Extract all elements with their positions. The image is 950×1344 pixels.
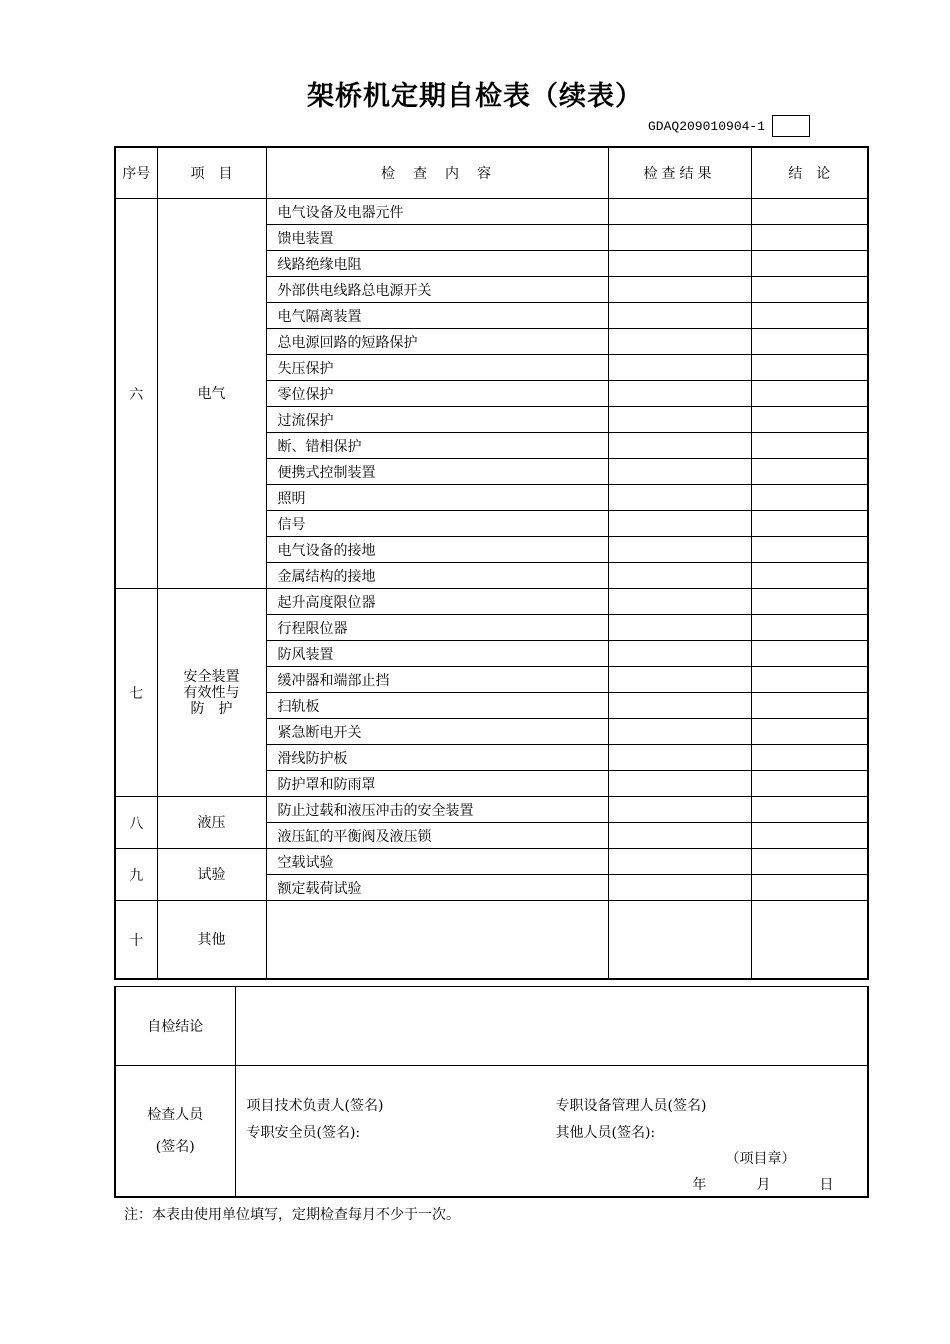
conclusion-cell[interactable] xyxy=(751,745,868,771)
inspector-label xyxy=(115,1066,235,1198)
check-item: 信号 xyxy=(266,511,608,537)
check-item: 起升高度限位器 xyxy=(266,589,608,615)
result-cell[interactable] xyxy=(608,407,751,433)
conclusion-cell[interactable] xyxy=(751,433,868,459)
group-seq: 九 xyxy=(115,849,157,901)
conclusion-cell[interactable] xyxy=(751,849,868,875)
check-item: 过流保护 xyxy=(266,407,608,433)
result-cell[interactable] xyxy=(608,667,751,693)
conclusion-cell[interactable] xyxy=(751,329,868,355)
check-item: 空载试验 xyxy=(266,849,608,875)
inspector-label-line1: 检查人员 xyxy=(147,1107,204,1123)
table-row xyxy=(115,199,868,225)
check-item: 额定载荷试验 xyxy=(266,875,608,901)
group-seq: 十 xyxy=(115,901,157,980)
result-cell[interactable] xyxy=(608,589,751,615)
result-cell[interactable] xyxy=(608,745,751,771)
page-title: 架桥机定期自检表（续表） xyxy=(307,81,643,112)
result-cell[interactable] xyxy=(608,329,751,355)
result-cell[interactable] xyxy=(608,537,751,563)
check-item: 滑线防护板 xyxy=(266,745,608,771)
group-seq: 八 xyxy=(115,797,157,849)
document-number-suffix-box[interactable] xyxy=(772,115,810,137)
result-cell[interactable] xyxy=(608,615,751,641)
result-cell[interactable] xyxy=(608,563,751,589)
conclusion-cell[interactable] xyxy=(751,407,868,433)
result-cell[interactable] xyxy=(608,693,751,719)
conclusion-cell[interactable] xyxy=(751,381,868,407)
inspection-table xyxy=(114,146,869,980)
conclusion-cell[interactable] xyxy=(751,589,868,615)
group-name: 液压 xyxy=(157,797,266,849)
header-conclusion: 结 论 xyxy=(751,147,868,199)
conclusion-cell[interactable] xyxy=(751,563,868,589)
conclusion-cell[interactable] xyxy=(751,641,868,667)
result-cell[interactable] xyxy=(608,797,751,823)
check-item: 便携式控制装置 xyxy=(266,459,608,485)
conclusion-cell[interactable] xyxy=(751,797,868,823)
group-name: 试验 xyxy=(157,849,266,901)
result-cell[interactable] xyxy=(608,771,751,797)
conclusion-cell[interactable] xyxy=(751,277,868,303)
result-cell[interactable] xyxy=(608,251,751,277)
check-item: 液压缸的平衡阀及液压锁 xyxy=(266,823,608,849)
result-cell[interactable] xyxy=(608,641,751,667)
safety-officer-signature-label: 专职安全员(签名): xyxy=(246,1125,361,1141)
result-cell[interactable] xyxy=(608,719,751,745)
document-number: GDAQ209010904-1 xyxy=(648,119,766,134)
check-item: 线路绝缘电阻 xyxy=(266,251,608,277)
check-item: 断、错相保护 xyxy=(266,433,608,459)
others-signature-label: 其他人员(签名): xyxy=(555,1125,656,1141)
conclusion-cell[interactable] xyxy=(751,875,868,901)
group-name: 其他 xyxy=(157,901,266,980)
footer-table xyxy=(114,986,869,1198)
check-item: 电气隔离装置 xyxy=(266,303,608,329)
group-name: 安全装置有效性与防 护 xyxy=(157,589,266,797)
check-item: 电气设备及电器元件 xyxy=(266,199,608,225)
conclusion-cell[interactable] xyxy=(751,615,868,641)
conclusion-cell[interactable] xyxy=(751,303,868,329)
table-row xyxy=(115,849,868,875)
header-item: 项 目 xyxy=(157,147,266,199)
check-item: 总电源回路的短路保护 xyxy=(266,329,608,355)
tech-lead-signature-label: 项目技术负责人(签名) xyxy=(246,1098,384,1114)
group-seq: 六 xyxy=(115,199,157,589)
conclusion-cell[interactable] xyxy=(751,485,868,511)
check-item: 防风装置 xyxy=(266,641,608,667)
group-name: 电气 xyxy=(157,199,266,589)
check-item: 行程限位器 xyxy=(266,615,608,641)
group-seq: 七 xyxy=(115,589,157,797)
project-seal-label: （项目章） xyxy=(725,1151,796,1167)
year-label: 年 xyxy=(692,1177,707,1193)
day-label: 日 xyxy=(819,1177,834,1193)
conclusion-cell[interactable] xyxy=(751,459,868,485)
header-result: 检查结果 xyxy=(608,147,751,199)
header-seq: 序号 xyxy=(115,147,157,199)
result-cell[interactable] xyxy=(608,901,751,980)
result-cell[interactable] xyxy=(608,511,751,537)
conclusion-cell[interactable] xyxy=(751,771,868,797)
conclusion-cell[interactable] xyxy=(751,667,868,693)
result-cell[interactable] xyxy=(608,823,751,849)
conclusion-cell[interactable] xyxy=(751,511,868,537)
footnote: 注：本表由使用单位填写，定期检查每月不少于一次。 xyxy=(124,1207,460,1223)
result-cell[interactable] xyxy=(608,199,751,225)
table-row xyxy=(115,797,868,823)
result-cell[interactable] xyxy=(608,849,751,875)
result-cell[interactable] xyxy=(608,225,751,251)
content-cell[interactable] xyxy=(266,901,608,980)
check-item: 紧急断电开关 xyxy=(266,719,608,745)
result-cell[interactable] xyxy=(608,875,751,901)
check-item: 缓冲器和端部止挡 xyxy=(266,667,608,693)
result-cell[interactable] xyxy=(608,303,751,329)
self-check-conclusion-field[interactable] xyxy=(235,987,868,1066)
table-row xyxy=(115,589,868,615)
check-item: 照明 xyxy=(266,485,608,511)
conclusion-cell[interactable] xyxy=(751,823,868,849)
conclusion-cell[interactable] xyxy=(751,901,868,980)
check-item: 外部供电线路总电源开关 xyxy=(266,277,608,303)
month-label: 月 xyxy=(756,1177,771,1193)
check-item: 零位保护 xyxy=(266,381,608,407)
check-item: 防止过载和液压冲击的安全装置 xyxy=(266,797,608,823)
conclusion-cell[interactable] xyxy=(751,355,868,381)
result-cell[interactable] xyxy=(608,459,751,485)
conclusion-cell[interactable] xyxy=(751,251,868,277)
self-check-label: 自检结论 xyxy=(115,987,235,1066)
check-item: 馈电装置 xyxy=(266,225,608,251)
equipment-manager-signature-label: 专职设备管理人员(签名) xyxy=(555,1098,707,1114)
header-content: 检 查 内 容 xyxy=(266,147,608,199)
conclusion-cell[interactable] xyxy=(751,693,868,719)
result-cell[interactable] xyxy=(608,433,751,459)
result-cell[interactable] xyxy=(608,355,751,381)
check-item: 金属结构的接地 xyxy=(266,563,608,589)
conclusion-cell[interactable] xyxy=(751,225,868,251)
check-item: 电气设备的接地 xyxy=(266,537,608,563)
conclusion-cell[interactable] xyxy=(751,719,868,745)
result-cell[interactable] xyxy=(608,277,751,303)
signature-area[interactable] xyxy=(235,1066,868,1198)
conclusion-cell[interactable] xyxy=(751,537,868,563)
table-header-row xyxy=(115,147,868,199)
inspector-label-line2: (签名) xyxy=(155,1139,195,1155)
conclusion-cell[interactable] xyxy=(751,199,868,225)
group-row xyxy=(115,901,868,980)
check-item: 失压保护 xyxy=(266,355,608,381)
result-cell[interactable] xyxy=(608,381,751,407)
check-item: 防护罩和防雨罩 xyxy=(266,771,608,797)
result-cell[interactable] xyxy=(608,485,751,511)
check-item: 扫轨板 xyxy=(266,693,608,719)
